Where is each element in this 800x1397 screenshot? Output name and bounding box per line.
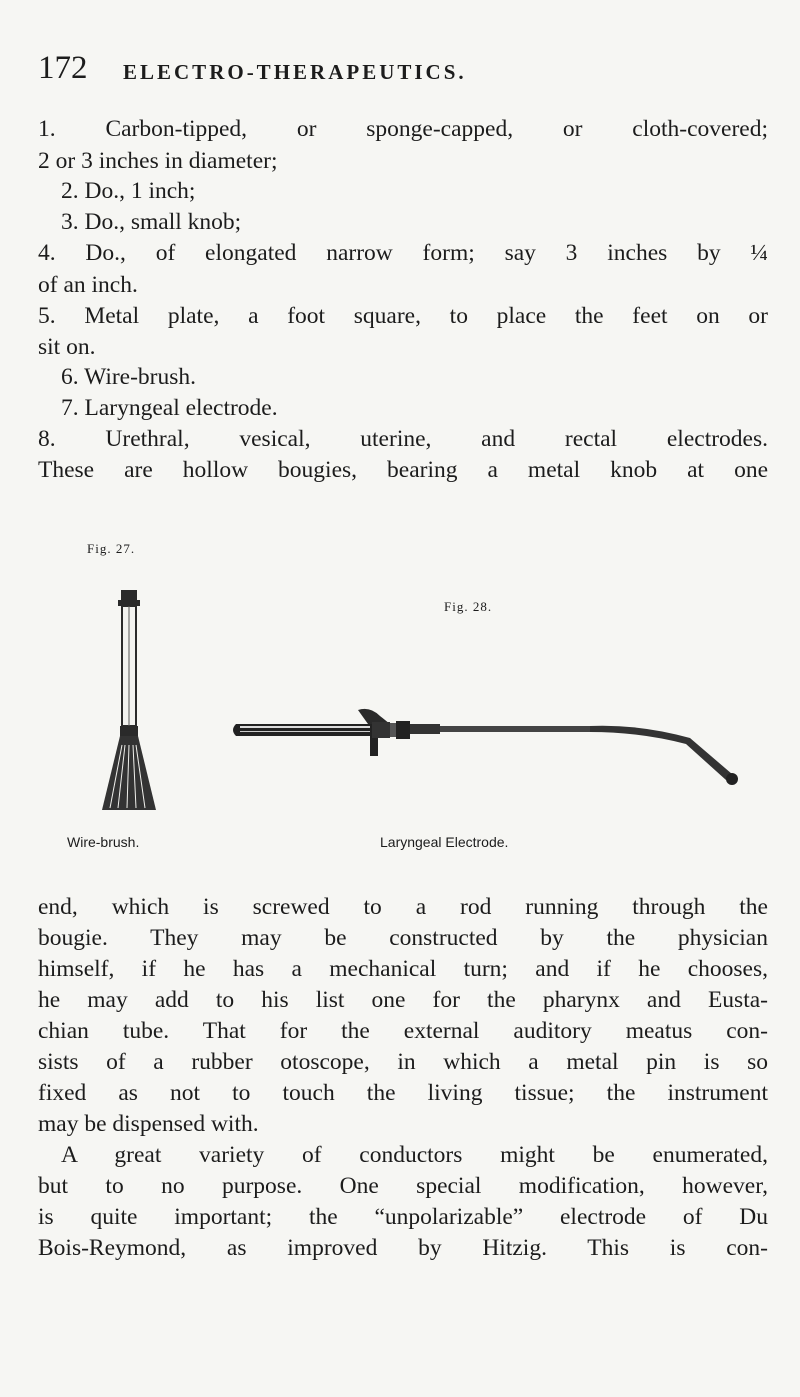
- text-line: 2 or 3 inches in diameter;: [38, 148, 278, 174]
- page-number: 172: [38, 50, 88, 86]
- text-line: 4. Do., of elongated narrow form; say 3 inches by ¼: [38, 240, 768, 266]
- figure-27-caption: Wire-brush.: [67, 834, 140, 850]
- text-line: A great variety of conductors might be enumerated,: [61, 1142, 768, 1168]
- text-line: These are hollow bougies, bearing a metal knob at one: [38, 457, 768, 483]
- text-line: 1. Carbon-tipped, or sponge-capped, or cloth-covered;: [38, 116, 768, 142]
- text-line: chian tube. That for the external auditory meatus con-: [38, 1018, 768, 1044]
- figure-28-caption: Laryngeal Electrode.: [380, 834, 509, 850]
- figure-27-label: Fig. 27.: [87, 541, 136, 556]
- text-line: 8. Urethral, vesical, uterine, and rectal electrodes.: [38, 426, 768, 452]
- text-line: 2. Do., 1 inch;: [61, 178, 196, 204]
- text-line: may be dispensed with.: [38, 1111, 259, 1137]
- text-line: 3. Do., small knob;: [61, 209, 242, 235]
- text-line: 5. Metal plate, a foot square, to place the feet on or: [38, 303, 768, 329]
- text-line: himself, if he has a mechanical turn; and if he chooses,: [38, 956, 768, 982]
- text-line: of an inch.: [38, 272, 138, 298]
- text-line: but to no purpose. One special modification, however,: [38, 1173, 768, 1199]
- text-line: fixed as not to touch the living tissue; the instrument: [38, 1080, 768, 1106]
- figure-illustrations: [0, 560, 800, 820]
- figure-28-label: Fig. 28.: [444, 599, 493, 614]
- wire-brush-illustration: [102, 590, 156, 810]
- text-line: 7. Laryngeal electrode.: [61, 395, 278, 421]
- text-line: 6. Wire-brush.: [61, 364, 197, 390]
- text-line: bougie. They may be constructed by the physician: [38, 925, 768, 951]
- text-line: sit on.: [38, 334, 96, 360]
- text-line: he may add to his list one for the pharynx and Eusta-: [38, 987, 768, 1013]
- laryngeal-electrode-illustration: [233, 709, 738, 785]
- text-line: is quite important; the “unpolarizable” electrode of Du: [38, 1204, 768, 1230]
- text-line: end, which is screwed to a rod running through the: [38, 894, 768, 920]
- running-title: ELECTRO-THERAPEUTICS.: [123, 60, 467, 84]
- running-head: [38, 50, 768, 90]
- text-line: sists of a rubber otoscope, in which a metal pin is so: [38, 1049, 768, 1075]
- text-line: Bois-Reymond, as improved by Hitzig. This is con-: [38, 1235, 768, 1261]
